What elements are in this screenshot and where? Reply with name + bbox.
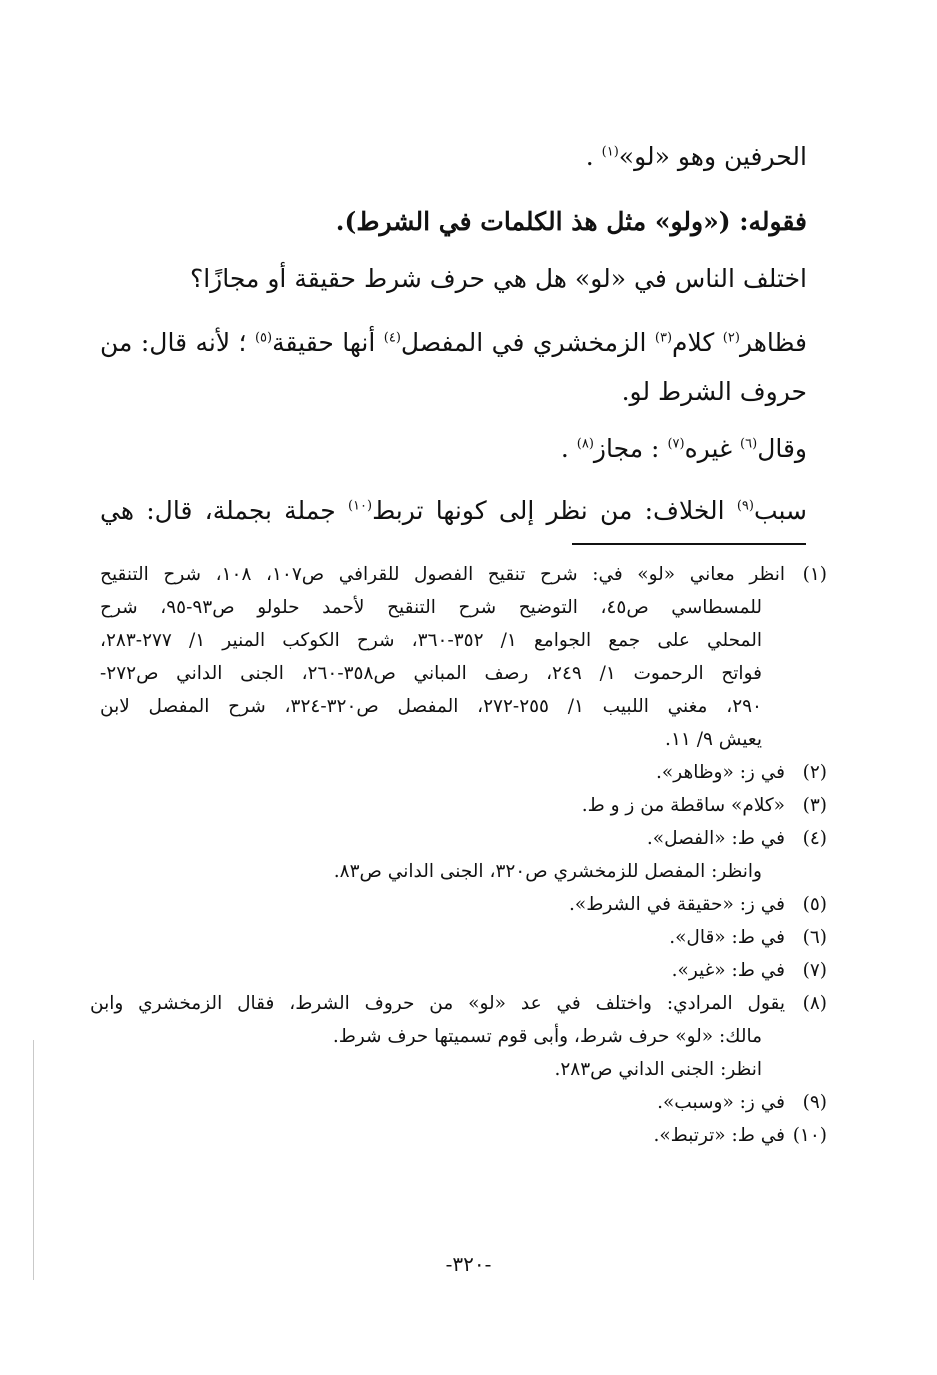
body-text: كلام <box>672 328 723 357</box>
footnote-1-line-4: فواتح الرحموت ١/ ٢٤٩، رصف المباني ص٣٥٨-٢٦٠، الجنى الداني ص٢٧٢- <box>100 663 762 684</box>
footnote-6 <box>669 925 827 951</box>
footnote-ref: (٣) <box>654 330 673 346</box>
footnote-5 <box>569 892 827 918</box>
footnote-text: في ط: «قال». <box>669 927 785 948</box>
footnote-ref: (٥) <box>254 330 273 346</box>
body-text: الحرفين وهو «لو» <box>618 142 807 171</box>
body-line-2-bold: فقوله: («ولو» مثل هذ الكلمات في الشرط). <box>335 207 807 236</box>
footnote-ref: (١) <box>601 144 619 160</box>
footnote-number: (٩) <box>802 1092 827 1113</box>
footnote-ref: (٧) <box>667 436 685 452</box>
footnote-text: يقول المرادي: واختلف في عد «لو» من حروف الشرط، فقال الزمخشري وابن <box>90 993 785 1014</box>
footnote-separator <box>572 543 806 545</box>
footnote-number: (٥) <box>802 894 827 915</box>
footnote-3 <box>582 793 827 819</box>
footnote-8-line-3: انظر: الجنى الداني ص٢٨٣. <box>554 1059 762 1080</box>
body-line-6 <box>561 432 807 466</box>
footnote-7 <box>672 958 827 984</box>
footnote-1-line-2: للمسطاسي ص٤٥، التوضيح شرح التنقيح لأحمد حلولو ص٩٣-٩٥، شرح <box>100 597 762 618</box>
footnote-text: في ز: «حقيقة في الشرط». <box>569 894 785 915</box>
footnote-4 <box>647 826 827 852</box>
footnote-1-line-5: ٢٩٠، مغني اللبيب ١/ ٢٥٥-٢٧٢، المفصل ص٣٢٠-٣٢٤، شرح المفصل لابن <box>100 696 762 717</box>
body-line-4 <box>100 326 807 360</box>
footnote-text: «كلام» ساقطة من ز و ط. <box>581 795 785 816</box>
body-line-1 <box>586 140 807 174</box>
footnote-ref: (٨) <box>576 436 594 452</box>
footnote-number: (٤) <box>802 828 827 849</box>
body-text: وقال <box>757 434 807 463</box>
body-text: أنها حقيقة <box>272 328 384 357</box>
body-text: غيره <box>684 434 741 463</box>
page-number: -٣٢٠- <box>445 1252 492 1276</box>
body-text: الخلاف: من نظر إلى كونها تربط <box>372 496 737 525</box>
body-text: الزمخشري في المفصل <box>400 328 655 357</box>
footnote-number: (١٠) <box>792 1125 827 1146</box>
footnote-number: (١) <box>802 564 827 585</box>
footnote-number: (٣) <box>802 795 827 816</box>
footnote-4-line-2: وانظر: المفصل للزمخشري ص٣٢٠، الجنى الداني ص٨٣. <box>333 861 762 882</box>
footnote-ref: (٤) <box>383 330 401 346</box>
body-text: : مجاز <box>593 434 668 463</box>
body-line-5: حروف الشرط لو. <box>621 377 807 406</box>
footnote-number: (٢) <box>802 762 827 783</box>
footnote-text: في ط: «غير». <box>671 960 785 981</box>
body-text: فظاهر <box>739 328 807 357</box>
footnote-text: في ط: «الفصل». <box>646 828 785 849</box>
footnote-text: في ط: «ترتبط». <box>653 1125 785 1146</box>
footnote-1-line-1 <box>100 562 827 588</box>
footnote-ref: (٢) <box>722 330 740 346</box>
footnote-text: في ز: «وسبب». <box>657 1092 785 1113</box>
body-text: . <box>585 142 602 171</box>
footnote-text: انظر معاني «لو» في: شرح تنقيح الفصول للقرافي ص١٠٧، ١٠٨، شرح التنقيح <box>100 564 785 585</box>
body-line-3: اختلف الناس في «لو» هل هي حرف شرط حقيقة أو مجازًا؟ <box>189 264 807 293</box>
body-text: جملة بجملة، قال: هي <box>100 496 348 525</box>
footnote-ref: (٦) <box>740 436 758 452</box>
footnote-ref: (٩) <box>736 498 754 514</box>
footnote-ref: (١٠) <box>347 498 373 514</box>
scan-edge-line <box>33 1040 34 1280</box>
body-text: سبب <box>753 496 807 525</box>
footnote-text: في ز: «وظاهر». <box>656 762 785 783</box>
footnote-2 <box>656 760 827 786</box>
footnote-10 <box>653 1123 827 1149</box>
footnote-8-line-1 <box>90 991 827 1017</box>
footnote-1-line-6: يعيش ٩/ ١١. <box>665 729 762 750</box>
footnote-1-line-3: المحلي على جمع الجوامع ١/ ٣٥٢-٣٦٠، شرح الكوكب المنير ١/ ٢٧٧-٢٨٣، <box>100 630 762 651</box>
body-text: . <box>560 434 577 463</box>
footnote-number: (٦) <box>802 927 827 948</box>
footnote-8-line-2: مالك: «لو» حرف شرط، وأبى قوم تسميتها حرف شرط. <box>332 1026 762 1047</box>
body-line-7 <box>100 494 807 528</box>
body-text: ؛ لأنه قال: من <box>100 328 255 357</box>
footnote-number: (٧) <box>802 960 827 981</box>
footnote-9 <box>657 1090 827 1116</box>
footnote-number: (٨) <box>802 993 827 1014</box>
